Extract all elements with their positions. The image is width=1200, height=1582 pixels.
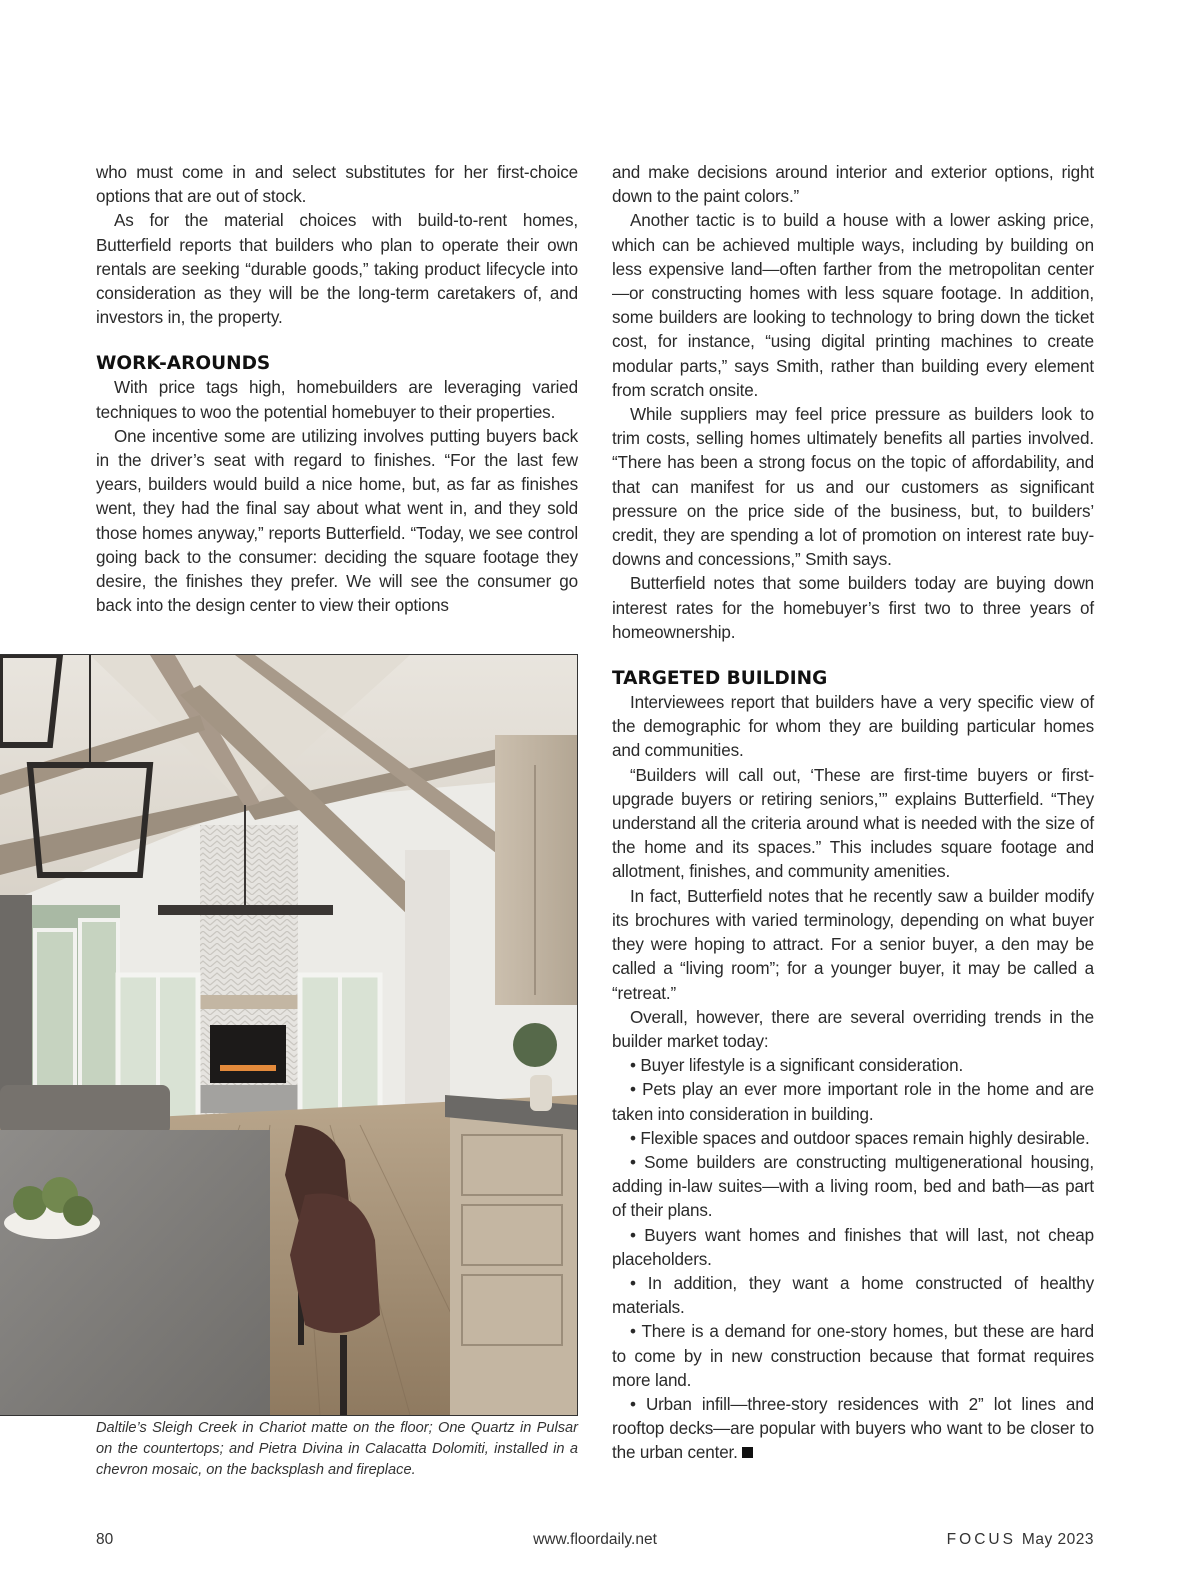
website-url: www.floordaily.net <box>533 1531 657 1548</box>
end-mark-icon <box>742 1447 753 1458</box>
list-item-text: • Urban infill—three-story residences with 2” lot lines and rooftop decks—are popular with buyers who want to be closer to the urban center. <box>612 1394 1094 1463</box>
issue-date: May 2023 <box>1021 1531 1094 1548</box>
list-item <box>612 1393 1094 1466</box>
page-footer <box>96 1531 1094 1555</box>
trend-list <box>612 1054 1094 1465</box>
paragraph: “Builders will call out, ‘These are first-time buyers or first-upgrade buyers or retiring seniors,’” explains Butterfield. “They understand all the criteria around what is needed with the size of the home and its spaces.” This includes square footage and allotment, finishes, and community amenities. <box>612 765 1094 882</box>
paragraph: Another tactic is to build a house with a lower asking price, which can be achieved multiple ways, including by building on less expensive land—often farther from the metropolitan center—or constructing homes with less square footage. In addition, some builders are looking to technology to bring down the ticket cost, for instance, “using digital printing machines to create modular parts,” says Smith, rather than building every element from scratch onsite. <box>612 211 1094 400</box>
paragraph: Butterfield notes that some builders today are buying down interest rates for the homebuyer’s first two to three years of homeownership. <box>612 574 1094 642</box>
paragraph: As for the material choices with build-to-rent homes, Butterfield reports that builders who plan to operate their own rentals are seeking “durable goods,” taking product lifecycle into consideration as they will be the long-term caretakers of, and investors in, the property. <box>96 211 578 328</box>
publication-name: FOCUS <box>946 1531 1016 1548</box>
paragraph: and make decisions around interior and exterior options, right down to the paint colors.” <box>612 163 1094 207</box>
photo-caption: Daltile’s Sleigh Creek in Chariot matte on the floor; One Quartz in Pulsar on the countertops; and Pietra Divina in Calacatta Dolomiti, installed in a chevron mosaic, on the backsplash and fireplace. <box>96 1420 578 1479</box>
list-item: • Buyer lifestyle is a significant consideration. <box>630 1056 964 1076</box>
list-item: • Some builders are constructing multigenerational housing, adding in-law suites—with a living room, bed and bath—as part of their plans. <box>612 1152 1094 1221</box>
page-number: 80 <box>96 1531 114 1548</box>
list-item: • Pets play an ever more important role in the home and are taken into consideration in building. <box>612 1080 1094 1124</box>
section-heading-targeted-building: TARGETED BUILDING <box>612 668 828 690</box>
kitchen-photo <box>0 654 578 1416</box>
list-item: • In addition, they want a home constructed of healthy materials. <box>612 1273 1094 1318</box>
paragraph: Interviewees report that builders have a very specific view of the demographic for whom they are building particular homes and communities. <box>612 693 1094 761</box>
section-heading-work-arounds: WORK-AROUNDS <box>96 353 271 375</box>
paragraph: While suppliers may feel price pressure as builders look to trim costs, selling homes ultimately benefits all parties involved. “There has been a strong focus on the topic of affordability, and that can manifest for us and our customers as significant pressure on the price side of the business, but, to builders’ credit, they are spending a lot of promotion on interest rate buy-downs and concessions,” Smith says. <box>612 405 1094 570</box>
paragraph: With price tags high, homebuilders are leveraging varied techniques to woo the potential homebuyer to their properties. <box>96 378 578 422</box>
paragraph: One incentive some are utilizing involves putting buyers back in the driver’s seat with regard to finishes. “For the last few years, builders would build a nice home, but, as far as finishes went, they had the final say about what went in, and they sold those homes anyway,” reports Butterfield. “Today, we see control going back to the consumer: deciding the square footage they desire, the finishes they prefer. We will see the consumer go back into the design center to view their options <box>96 426 578 616</box>
list-item: • Buyers want homes and finishes that will last, not cheap placeholders. <box>612 1225 1094 1269</box>
paragraph: In fact, Butterfield notes that he recently saw a builder modify its brochures with varied terminology, depending on what buyer they were hoping to attract. For a senior buyer, a den may be called a “living room”; for a younger buyer, it may be called a “retreat.” <box>612 886 1094 1003</box>
right-column <box>612 161 1094 1466</box>
list-item: • There is a demand for one-story homes, but these are hard to come by in new construction because that format requires more land. <box>612 1322 1094 1390</box>
list-item: • Flexible spaces and outdoor spaces remain highly desirable. <box>630 1128 1090 1148</box>
issue-info <box>947 1531 1094 1549</box>
paragraph: who must come in and select substitutes for her first-choice options that are out of stock. <box>96 163 578 207</box>
left-column <box>96 161 578 618</box>
paragraph: Overall, however, there are several overriding trends in the builder market today: <box>612 1007 1094 1051</box>
